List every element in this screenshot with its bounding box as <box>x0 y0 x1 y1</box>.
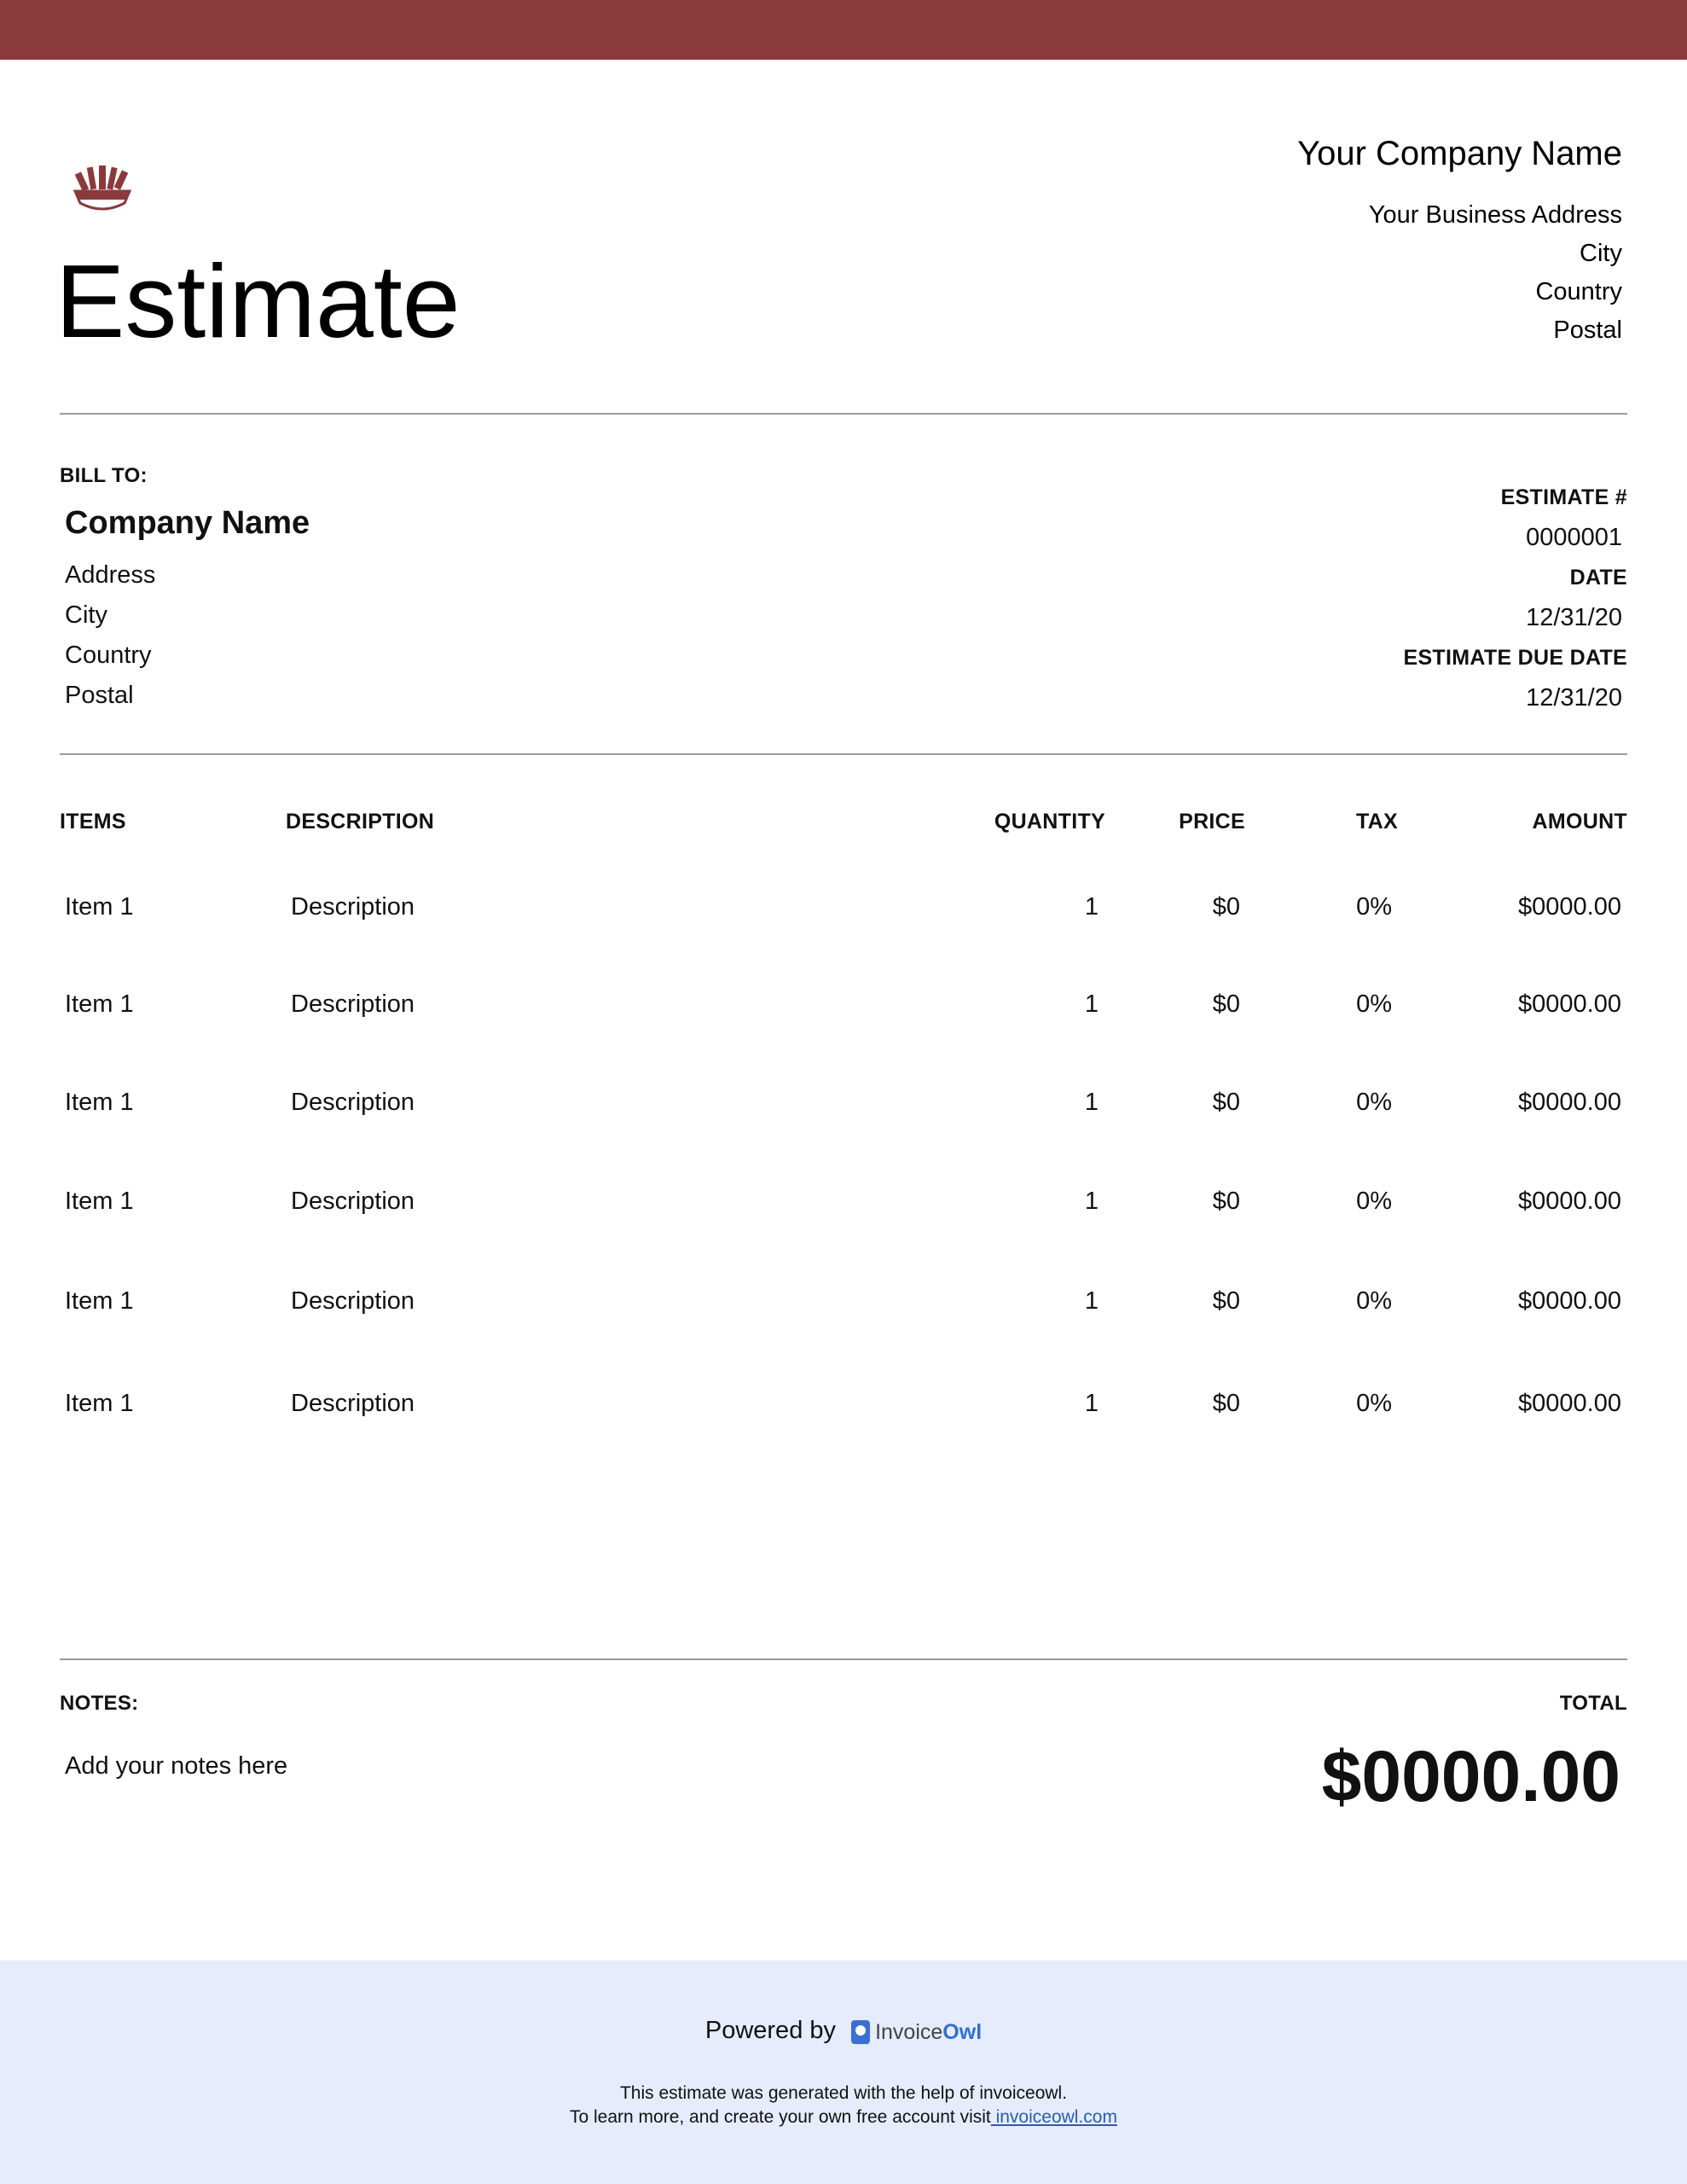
due-date-label: ESTIMATE DUE DATE <box>1403 646 1627 670</box>
item-cell: Item 1 <box>65 1287 134 1315</box>
total-value: $0000.00 <box>1321 1736 1620 1816</box>
bill-to-company: Company Name <box>65 505 310 541</box>
amount-cell: $0000.00 <box>1518 1089 1621 1116</box>
column-header-description: DESCRIPTION <box>286 810 435 834</box>
table-row <box>0 987 1687 1021</box>
table-row <box>0 1184 1687 1218</box>
description-cell: Description <box>291 1188 415 1215</box>
item-cell: Item 1 <box>65 893 134 921</box>
company-city: City <box>1580 240 1622 267</box>
description-cell: Description <box>291 893 415 921</box>
price-cell: $0 <box>1212 1188 1240 1215</box>
footer-note <box>0 2082 1687 2129</box>
divider <box>60 413 1627 415</box>
brand-name: InvoiceOwl <box>875 2019 983 2044</box>
amount-cell: $0000.00 <box>1518 990 1621 1018</box>
price-cell: $0 <box>1212 893 1240 921</box>
footer-line-1: This estimate was generated with the help of invoiceowl. <box>619 2083 1068 2103</box>
description-cell: Description <box>291 1287 415 1315</box>
price-cell: $0 <box>1212 1089 1240 1116</box>
company-address-line: Your Business Address <box>1368 201 1622 229</box>
table-row <box>0 890 1687 924</box>
estimate-meta <box>1403 478 1627 718</box>
notes-label: NOTES: <box>60 1692 139 1715</box>
invoiceowl-link[interactable]: invoiceowl.com <box>990 2107 1117 2127</box>
price-cell: $0 <box>1212 990 1240 1018</box>
tax-cell: 0% <box>1356 893 1392 921</box>
footer-line-2: To learn more, and create your own free account visit invoiceowl.com <box>570 2107 1117 2127</box>
amount-cell: $0000.00 <box>1518 1188 1621 1215</box>
date-value: 12/31/20 <box>1526 604 1622 631</box>
bill-to-country: Country <box>65 642 152 669</box>
invoiceowl-logo-icon <box>851 2020 870 2044</box>
item-cell: Item 1 <box>65 1188 134 1215</box>
estimate-number-label: ESTIMATE # <box>1500 485 1627 509</box>
item-cell: Item 1 <box>65 990 134 1018</box>
top-accent-bar <box>0 0 1687 60</box>
bill-to-label: BILL TO: <box>60 464 148 487</box>
bill-to-city: City <box>65 601 107 629</box>
quantity-cell: 1 <box>1084 893 1099 921</box>
due-date-value: 12/31/20 <box>1526 684 1622 712</box>
description-cell: Description <box>291 1390 415 1417</box>
divider <box>60 753 1627 755</box>
description-cell: Description <box>291 1089 415 1116</box>
company-name: Your Company Name <box>1297 135 1622 172</box>
column-header-tax: TAX <box>1355 810 1398 834</box>
quantity-cell: 1 <box>1084 1287 1099 1315</box>
column-header-price: PRICE <box>1179 810 1245 834</box>
item-cell: Item 1 <box>65 1089 134 1116</box>
bill-to-postal: Postal <box>65 682 134 709</box>
amount-cell: $0000.00 <box>1518 893 1621 921</box>
total-label: TOTAL <box>1559 1692 1627 1715</box>
amount-cell: $0000.00 <box>1518 1390 1621 1417</box>
quantity-cell: 1 <box>1084 1390 1099 1417</box>
column-header-amount: AMOUNT <box>1532 810 1627 834</box>
price-cell: $0 <box>1212 1287 1240 1315</box>
item-cell: Item 1 <box>65 1390 134 1417</box>
tax-cell: 0% <box>1356 1390 1392 1417</box>
company-block <box>1297 133 1622 350</box>
price-cell: $0 <box>1212 1390 1240 1417</box>
bill-to-address <box>65 555 155 716</box>
divider <box>60 1658 1627 1660</box>
tax-cell: 0% <box>1356 1188 1392 1215</box>
document-title: Estimate <box>55 243 461 359</box>
table-row <box>0 1284 1687 1318</box>
notes-text: Add your notes here <box>65 1752 288 1780</box>
column-header-items: ITEMS <box>60 810 126 834</box>
footer <box>0 1960 1687 2184</box>
table-row <box>0 1085 1687 1119</box>
contractor-logo-icon <box>68 154 136 222</box>
powered-by-label: Powered by <box>704 2017 837 2044</box>
tax-cell: 0% <box>1356 990 1392 1018</box>
amount-cell: $0000.00 <box>1518 1287 1621 1315</box>
invoiceowl-brand[interactable] <box>851 2018 982 2046</box>
column-header-quantity: QUANTITY <box>994 810 1105 834</box>
quantity-cell: 1 <box>1084 1188 1099 1215</box>
company-country: Country <box>1535 278 1622 305</box>
quantity-cell: 1 <box>1084 1089 1099 1116</box>
quantity-cell: 1 <box>1084 990 1099 1018</box>
tax-cell: 0% <box>1356 1287 1392 1315</box>
date-label: DATE <box>1569 566 1627 590</box>
tax-cell: 0% <box>1356 1089 1392 1116</box>
estimate-number-value: 0000001 <box>1526 524 1622 551</box>
bill-to-address-line: Address <box>65 561 156 589</box>
description-cell: Description <box>291 990 415 1018</box>
company-postal: Postal <box>1553 317 1622 344</box>
powered-by <box>0 2017 1687 2046</box>
table-row <box>0 1386 1687 1420</box>
